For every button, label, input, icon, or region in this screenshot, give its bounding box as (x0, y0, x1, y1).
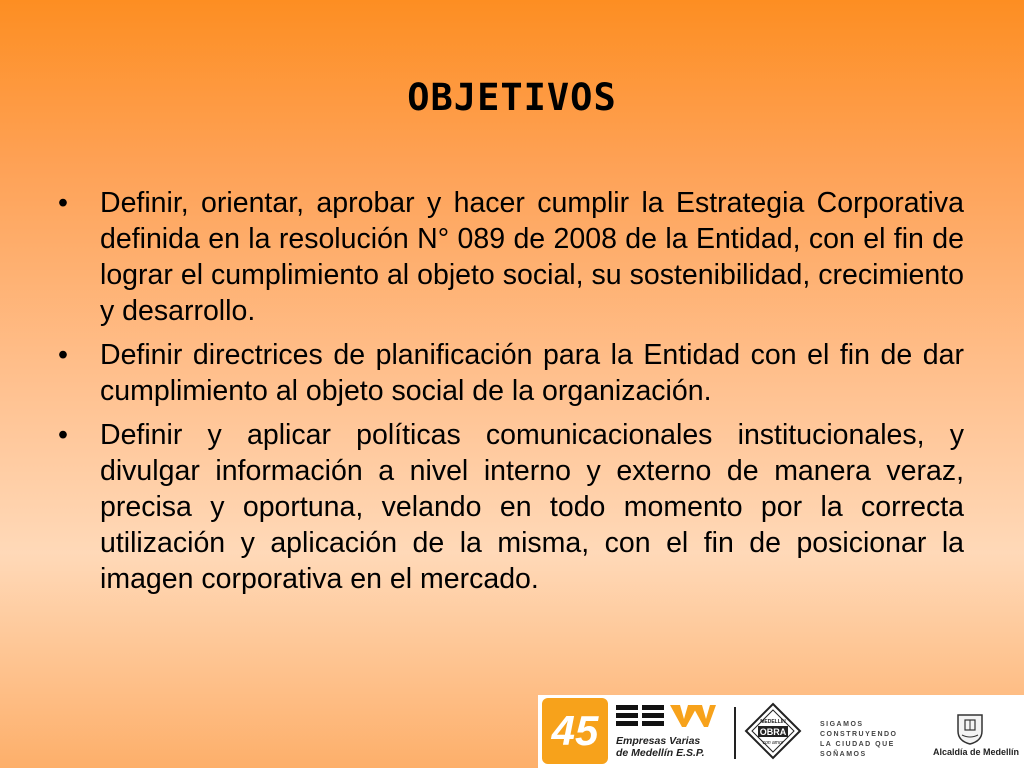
emv-company-name (616, 735, 726, 759)
bullet-marker: • (58, 187, 68, 219)
bullet-item (58, 185, 964, 329)
svg-text:con amor: con amor (762, 740, 784, 746)
medellin-obra-logo (744, 702, 802, 760)
45-years-logo: 45 (542, 698, 608, 764)
objectives-list (58, 185, 964, 605)
footer-divider (734, 707, 736, 759)
slogan-line2: LA CIUDAD QUE SOÑAMOS (820, 741, 895, 758)
alcaldia-label: Alcaldía de Medellín (932, 747, 1020, 757)
city-slogan (820, 720, 938, 760)
bullet-text: Definir y aplicar políticas comunicacionales institucionales, y divulgar información a nivel interno y externo de manera veraz, precisa y oportuna, velando en todo momento por la correcta utilización y aplicación de la misma, con el fin de posicionar la imagen corporativa en el mercado. (100, 419, 964, 595)
emv-name-line2: de Medellín E.S.P. (616, 747, 705, 759)
bullet-marker: • (58, 339, 68, 371)
bullet-text: Definir directrices de planificación para la Entidad con el fin de dar cumplimiento al objeto social de la organización. (100, 339, 964, 407)
slogan-line1: SIGAMOS CONSTRUYENDO (820, 721, 898, 738)
bullet-item (58, 417, 964, 597)
bullet-text: Definir, orientar, aprobar y hacer cumplir la Estrategia Corporativa definida en la resolución N° 089 de 2008 de la Entidad, con el fin de lograr el cumplimiento al objeto social, su sostenibilidad, crecimiento y desarrollo. (100, 187, 964, 327)
bullet-item (58, 337, 964, 409)
svg-text:OBRA: OBRA (759, 727, 787, 737)
slide-title: OBJETIVOS (407, 76, 617, 119)
emv-logo-mark (616, 703, 716, 729)
emv-name-line1: Empresas Varias (616, 735, 701, 747)
coat-of-arms-icon (956, 713, 984, 745)
bullet-marker: • (58, 419, 68, 451)
svg-text:MEDELLÍN: MEDELLÍN (760, 719, 786, 725)
footer-logo-bar (538, 695, 1024, 768)
